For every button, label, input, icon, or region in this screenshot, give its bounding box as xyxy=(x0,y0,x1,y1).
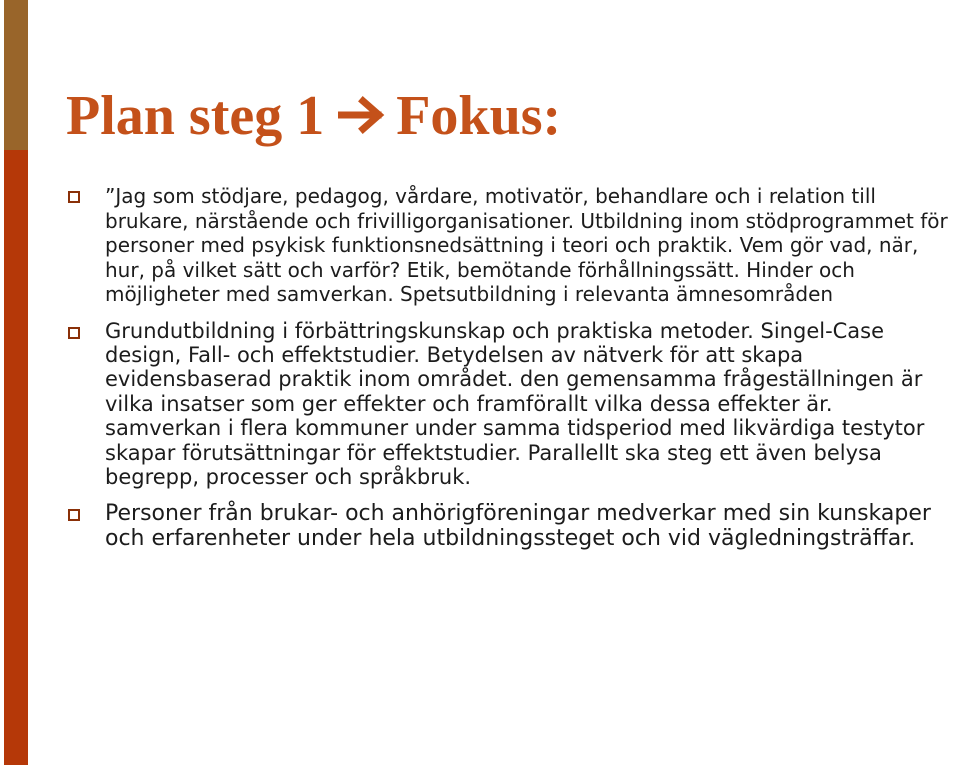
square-bullet-icon xyxy=(68,191,80,203)
square-bullet-icon xyxy=(68,509,80,521)
title-text-part2: Fokus: xyxy=(396,85,562,147)
bullet-text: Personer från brukar- och anhörigföreningar medverkar med sin kunskaper och erfarenheter under hela utbildningssteget och vid vägledningsträffar. xyxy=(105,501,931,552)
sidebar-accent-top xyxy=(4,0,28,150)
bullet-item xyxy=(62,184,952,307)
right-arrow-icon xyxy=(338,83,388,151)
bullet-item xyxy=(62,319,952,490)
title-text-part1: Plan steg 1 xyxy=(66,85,325,147)
bullet-text: ”Jag som stödjare, pedagog, vårdare, motivatör, behandlare och i relation till brukare, närstående och frivilligorganisationer. Utbildning inom stödprogrammet för personer med psykisk funktionsnedsättning i teori och praktik. Vem gör vad, när, hur, på vilket sätt och varför? Etik, bemötande förhållningssätt. Hinder och möjligheter med samverkan. Spetsutbildning i relevanta ämnesområden xyxy=(105,184,948,306)
bullet-item xyxy=(62,501,952,551)
bullet-text: Grundutbildning i förbättringskunskap och praktiska metoder. Singel-Case design, Fall- och effektstudier. Betydelsen av nätverk för att skapa evidensbaserad praktik inom området. den gemensamma frågeställningen är vilka insatser som ger effekter och framförallt vilka dessa effekter är. samverkan i flera kommuner under samma tidsperiod med likvärdiga testytor skapar förutsättningar för effektstudier. Parallellt ska steg ett även belysa begrepp, processer och språkbruk. xyxy=(105,318,925,489)
square-bullet-icon xyxy=(68,327,80,339)
sidebar-accent-bottom xyxy=(4,150,28,765)
bullet-list xyxy=(62,184,952,551)
slide-title xyxy=(66,82,561,155)
